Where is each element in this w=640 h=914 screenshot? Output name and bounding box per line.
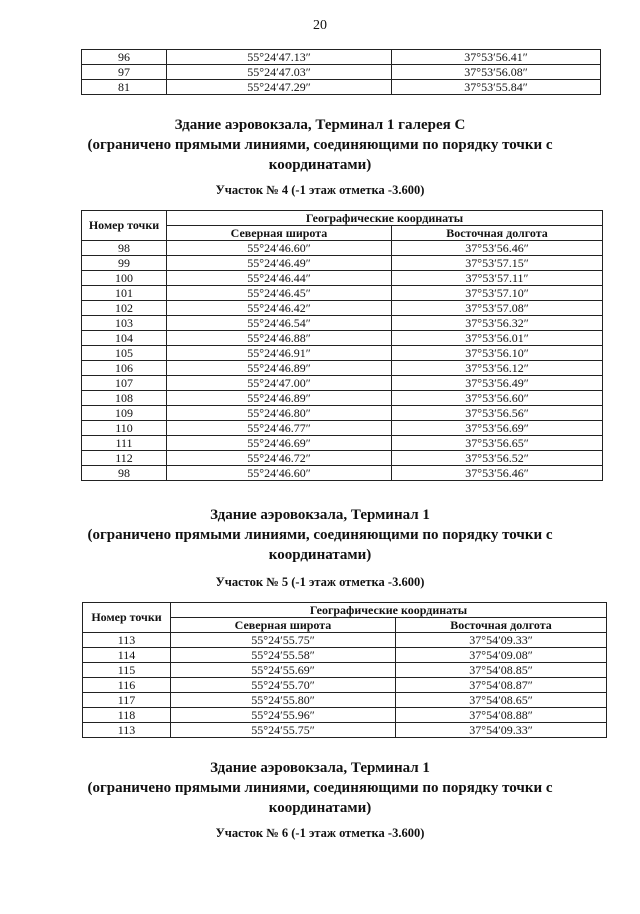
heading-line: (ограничено прямыми линиями, соединяющими по порядку точки с bbox=[87, 780, 553, 796]
north-lat-cell: 55°24′47.03″ bbox=[167, 65, 392, 80]
east-lon-cell: 37°54′08.85″ bbox=[396, 663, 607, 678]
heading-line: Здание аэровокзала, Терминал 1 галерея С bbox=[174, 117, 466, 133]
subheading-plot-4: Участок № 4 (-1 этаж отметка -3.600) bbox=[215, 183, 425, 197]
table-row bbox=[83, 633, 607, 648]
east-lon-cell: 37°53′57.08″ bbox=[392, 301, 603, 316]
table-row bbox=[82, 361, 603, 376]
north-lat-cell: 55°24′46.45″ bbox=[167, 286, 392, 301]
table-row bbox=[82, 256, 603, 271]
page-number: 20 bbox=[313, 18, 327, 33]
continued-table-body bbox=[82, 50, 601, 95]
north-lat-cell: 55°24′55.70″ bbox=[171, 678, 396, 693]
point-number-cell: 101 bbox=[82, 286, 167, 301]
heading-line: Здание аэровокзала, Терминал 1 bbox=[210, 507, 430, 523]
table-row bbox=[82, 346, 603, 361]
table-row bbox=[82, 451, 603, 466]
north-lat-cell: 55°24′47.13″ bbox=[167, 50, 392, 65]
north-lat-cell: 55°24′55.96″ bbox=[171, 708, 396, 723]
table-row bbox=[82, 316, 603, 331]
table-row bbox=[83, 648, 607, 663]
header-geo-coords: Географические координаты bbox=[171, 603, 607, 618]
table-row bbox=[82, 50, 601, 65]
point-number-cell: 97 bbox=[82, 65, 167, 80]
point-number-cell: 99 bbox=[82, 256, 167, 271]
table-row bbox=[82, 421, 603, 436]
point-number-cell: 104 bbox=[82, 331, 167, 346]
east-lon-cell: 37°53′56.08″ bbox=[392, 65, 601, 80]
east-lon-cell: 37°54′09.33″ bbox=[396, 723, 607, 738]
point-number-cell: 108 bbox=[82, 391, 167, 406]
east-lon-cell: 37°54′09.33″ bbox=[396, 633, 607, 648]
heading-line: Здание аэровокзала, Терминал 1 bbox=[210, 760, 430, 776]
point-number-cell: 112 bbox=[82, 451, 167, 466]
continued-coordinates-table bbox=[81, 49, 601, 95]
east-lon-cell: 37°53′56.56″ bbox=[392, 406, 603, 421]
east-lon-cell: 37°53′56.41″ bbox=[392, 50, 601, 65]
header-east-lon: Восточная долгота bbox=[392, 226, 603, 241]
table-row bbox=[82, 241, 603, 256]
table-row bbox=[82, 391, 603, 406]
east-lon-cell: 37°53′56.49″ bbox=[392, 376, 603, 391]
point-number-cell: 113 bbox=[83, 723, 171, 738]
header-point-number: Номер точки bbox=[82, 211, 167, 241]
table-row bbox=[83, 723, 607, 738]
north-lat-cell: 55°24′46.54″ bbox=[167, 316, 392, 331]
east-lon-cell: 37°53′56.10″ bbox=[392, 346, 603, 361]
point-number-cell: 106 bbox=[82, 361, 167, 376]
heading-line: координатами) bbox=[268, 547, 372, 563]
point-number-cell: 100 bbox=[82, 271, 167, 286]
north-lat-cell: 55°24′55.69″ bbox=[171, 663, 396, 678]
north-lat-cell: 55°24′46.69″ bbox=[167, 436, 392, 451]
point-number-cell: 111 bbox=[82, 436, 167, 451]
header-geo-coords: Географические координаты bbox=[167, 211, 603, 226]
header-point-number: Номер точки bbox=[83, 603, 171, 633]
section-heading-terminal1-gallery-c bbox=[0, 115, 640, 175]
table-row bbox=[82, 406, 603, 421]
north-lat-cell: 55°24′46.60″ bbox=[167, 466, 392, 481]
subheading-plot-6: Участок № 6 (-1 этаж отметка -3.600) bbox=[215, 826, 425, 840]
heading-line: координатами) bbox=[268, 800, 372, 816]
table-row bbox=[83, 678, 607, 693]
north-lat-cell: 55°24′55.75″ bbox=[171, 633, 396, 648]
east-lon-cell: 37°54′08.88″ bbox=[396, 708, 607, 723]
table-row bbox=[83, 663, 607, 678]
point-number-cell: 105 bbox=[82, 346, 167, 361]
point-number-cell: 98 bbox=[82, 466, 167, 481]
point-number-cell: 81 bbox=[82, 80, 167, 95]
table-row bbox=[83, 708, 607, 723]
coordinates-table-plot-4 bbox=[81, 210, 603, 481]
point-number-cell: 113 bbox=[83, 633, 171, 648]
point-number-cell: 96 bbox=[82, 50, 167, 65]
point-number-cell: 115 bbox=[83, 663, 171, 678]
east-lon-cell: 37°54′08.65″ bbox=[396, 693, 607, 708]
table-row bbox=[82, 376, 603, 391]
north-lat-cell: 55°24′46.44″ bbox=[167, 271, 392, 286]
table-row bbox=[82, 331, 603, 346]
north-lat-cell: 55°24′46.88″ bbox=[167, 331, 392, 346]
table-row bbox=[82, 65, 601, 80]
north-lat-cell: 55°24′46.91″ bbox=[167, 346, 392, 361]
table-row bbox=[82, 436, 603, 451]
subheading-plot-5: Участок № 5 (-1 этаж отметка -3.600) bbox=[215, 575, 425, 589]
north-lat-cell: 55°24′46.49″ bbox=[167, 256, 392, 271]
table-body-plot-4 bbox=[82, 241, 603, 481]
section-heading-terminal1-plot-6 bbox=[0, 758, 640, 818]
east-lon-cell: 37°53′56.01″ bbox=[392, 331, 603, 346]
east-lon-cell: 37°53′56.69″ bbox=[392, 421, 603, 436]
point-number-cell: 118 bbox=[83, 708, 171, 723]
east-lon-cell: 37°53′56.46″ bbox=[392, 241, 603, 256]
east-lon-cell: 37°54′08.87″ bbox=[396, 678, 607, 693]
table-row bbox=[82, 466, 603, 481]
east-lon-cell: 37°53′56.46″ bbox=[392, 466, 603, 481]
north-lat-cell: 55°24′46.89″ bbox=[167, 361, 392, 376]
east-lon-cell: 37°53′57.15″ bbox=[392, 256, 603, 271]
table-body-plot-5 bbox=[83, 633, 607, 738]
east-lon-cell: 37°53′56.12″ bbox=[392, 361, 603, 376]
point-number-cell: 103 bbox=[82, 316, 167, 331]
east-lon-cell: 37°54′09.08″ bbox=[396, 648, 607, 663]
coordinates-table-plot-5 bbox=[82, 602, 607, 738]
east-lon-cell: 37°53′56.32″ bbox=[392, 316, 603, 331]
header-north-lat: Северная широта bbox=[171, 618, 396, 633]
table-row bbox=[83, 693, 607, 708]
point-number-cell: 116 bbox=[83, 678, 171, 693]
point-number-cell: 107 bbox=[82, 376, 167, 391]
east-lon-cell: 37°53′55.84″ bbox=[392, 80, 601, 95]
point-number-cell: 114 bbox=[83, 648, 171, 663]
header-north-lat: Северная широта bbox=[167, 226, 392, 241]
north-lat-cell: 55°24′46.42″ bbox=[167, 301, 392, 316]
north-lat-cell: 55°24′47.00″ bbox=[167, 376, 392, 391]
east-lon-cell: 37°53′56.60″ bbox=[392, 391, 603, 406]
north-lat-cell: 55°24′47.29″ bbox=[167, 80, 392, 95]
heading-line: (ограничено прямыми линиями, соединяющими по порядку точки с bbox=[87, 137, 553, 153]
section-heading-terminal1-plot-5 bbox=[0, 505, 640, 565]
north-lat-cell: 55°24′46.77″ bbox=[167, 421, 392, 436]
point-number-cell: 110 bbox=[82, 421, 167, 436]
north-lat-cell: 55°24′55.80″ bbox=[171, 693, 396, 708]
table-row bbox=[82, 301, 603, 316]
heading-line: координатами) bbox=[268, 157, 372, 173]
north-lat-cell: 55°24′46.72″ bbox=[167, 451, 392, 466]
header-east-lon: Восточная долгота bbox=[396, 618, 607, 633]
table-row bbox=[82, 271, 603, 286]
north-lat-cell: 55°24′46.80″ bbox=[167, 406, 392, 421]
point-number-cell: 109 bbox=[82, 406, 167, 421]
east-lon-cell: 37°53′56.52″ bbox=[392, 451, 603, 466]
east-lon-cell: 37°53′57.11″ bbox=[392, 271, 603, 286]
east-lon-cell: 37°53′56.65″ bbox=[392, 436, 603, 451]
north-lat-cell: 55°24′55.75″ bbox=[171, 723, 396, 738]
point-number-cell: 102 bbox=[82, 301, 167, 316]
north-lat-cell: 55°24′46.60″ bbox=[167, 241, 392, 256]
east-lon-cell: 37°53′57.10″ bbox=[392, 286, 603, 301]
point-number-cell: 98 bbox=[82, 241, 167, 256]
heading-line: (ограничено прямыми линиями, соединяющими по порядку точки с bbox=[87, 527, 553, 543]
table-row bbox=[82, 80, 601, 95]
table-row bbox=[82, 286, 603, 301]
point-number-cell: 117 bbox=[83, 693, 171, 708]
north-lat-cell: 55°24′55.58″ bbox=[171, 648, 396, 663]
north-lat-cell: 55°24′46.89″ bbox=[167, 391, 392, 406]
